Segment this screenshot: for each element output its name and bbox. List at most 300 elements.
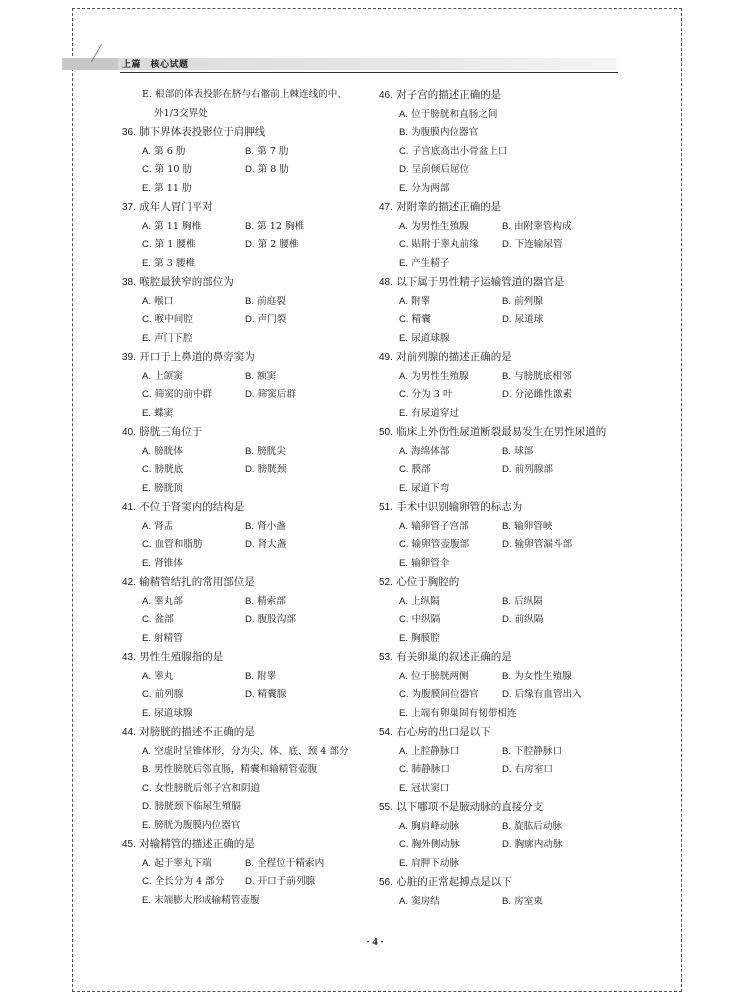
answer-option <box>399 180 622 199</box>
answer-option <box>502 236 622 255</box>
option-letter: B. <box>245 370 255 382</box>
option-list <box>122 668 370 724</box>
question-stem <box>122 198 370 218</box>
question <box>379 798 627 873</box>
option-text: 精囊腺 <box>257 689 287 700</box>
question-stem <box>379 273 627 293</box>
option-letter: E. <box>399 407 409 419</box>
answer-option <box>142 873 245 892</box>
option-letter: B. <box>245 670 255 682</box>
question <box>122 198 370 273</box>
option-text: 肩胛下动脉 <box>411 857 460 869</box>
option-letter: C. <box>399 764 409 775</box>
question <box>379 423 627 498</box>
option-list <box>379 893 627 912</box>
answer-option <box>399 668 502 687</box>
question <box>379 348 627 423</box>
answer-option <box>142 293 245 312</box>
answer-option <box>142 386 245 405</box>
option-letter: A. <box>399 745 409 757</box>
answer-option <box>502 218 622 237</box>
answer-option <box>245 386 365 405</box>
option-list <box>379 218 627 274</box>
answer-option <box>502 743 622 762</box>
option-list <box>122 855 370 911</box>
option-text: 分泌雌性激素 <box>514 389 573 400</box>
answer-option <box>399 818 502 837</box>
option-letter: E. <box>142 407 152 419</box>
question-number: 44. <box>122 727 136 738</box>
question-stem <box>122 423 370 443</box>
option-text: 后纵隔 <box>514 595 543 607</box>
option-text: 第 11 胸椎 <box>154 220 202 232</box>
option-letter: E. <box>142 632 152 644</box>
answer-option <box>502 686 622 705</box>
option-text: 第 12 胸椎 <box>257 220 305 232</box>
option-text: 肺静脉口 <box>411 764 450 775</box>
option-letter: A. <box>142 857 152 869</box>
question <box>122 835 370 910</box>
option-letter: C. <box>399 314 409 325</box>
option-text: 分为两部 <box>411 182 450 194</box>
answer-option <box>399 855 502 874</box>
option-letter: B. <box>502 745 512 757</box>
option-text: 起于睾丸下端 <box>154 857 212 869</box>
option-text: 膀胱底 <box>154 464 184 475</box>
option-letter: B. <box>502 895 512 907</box>
option-list <box>379 518 627 574</box>
option-list <box>122 518 370 574</box>
question-text: 以下属于男性精子运输管道的器官是 <box>396 276 565 288</box>
option-letter: B. <box>502 520 512 532</box>
question-number: 41. <box>122 502 136 513</box>
option-letter: E. <box>399 857 409 869</box>
option-text: 输卵管伞 <box>411 557 450 569</box>
question-number: 52. <box>379 577 393 588</box>
answer-option <box>142 180 245 199</box>
option-text: 与膀胱底相邻 <box>514 370 572 382</box>
answer-option <box>399 893 502 912</box>
option-letter: C. <box>142 389 152 400</box>
answer-option <box>502 668 622 687</box>
question-stem <box>379 86 627 106</box>
option-letter: A. <box>142 520 152 532</box>
answer-option <box>245 518 365 537</box>
option-text: 第 6 肋 <box>154 145 186 157</box>
answer-option <box>399 461 502 480</box>
option-text: 输卵管壶腹部 <box>411 539 470 550</box>
answer-option <box>142 668 245 687</box>
answer-option <box>245 368 365 387</box>
answer-option <box>502 518 622 537</box>
answer-option <box>142 443 245 462</box>
option-list <box>379 818 627 874</box>
option-text: 蝶窦 <box>154 407 174 419</box>
question-text: 右心房的出口是以下 <box>396 726 491 738</box>
option-text: 女性膀胱后邻子宫和阴道 <box>154 782 261 794</box>
question-stem <box>379 648 627 668</box>
question-number: 49. <box>379 352 393 363</box>
question <box>379 273 627 348</box>
question-text: 有关卵巢的叙述正确的是 <box>396 651 512 663</box>
question-stem <box>379 498 627 518</box>
option-letter: A. <box>399 595 409 607</box>
answer-option <box>245 668 365 687</box>
question-stem <box>379 723 627 743</box>
question <box>122 348 370 423</box>
answer-option <box>142 630 245 649</box>
option-text: 房室束 <box>514 895 543 907</box>
continued-text-line-2: 外1/3交界处 <box>154 107 208 119</box>
option-letter: A. <box>399 370 409 382</box>
answer-option <box>245 536 365 555</box>
answer-option <box>142 593 245 612</box>
answer-option <box>399 743 502 762</box>
question-text: 男性生殖腺指的是 <box>139 651 224 663</box>
option-text: 输卵管峡 <box>514 520 553 532</box>
answer-option <box>142 817 365 836</box>
question-text: 开口于上鼻道的鼻旁窦为 <box>139 351 255 363</box>
answer-option <box>399 686 502 705</box>
option-list <box>122 593 370 649</box>
option-text: 第 10 肋 <box>154 164 193 175</box>
answer-option <box>142 480 245 499</box>
option-text: 尿道下弯 <box>411 482 450 494</box>
option-letter: D. <box>502 764 512 775</box>
answer-option <box>142 686 245 705</box>
option-text: 末端膨大形成输精管壶腹 <box>154 894 260 906</box>
option-letter: B. <box>502 595 512 607</box>
question-text: 心脏的正常起搏点是以下 <box>396 876 512 888</box>
question-stem <box>122 273 370 293</box>
question <box>379 873 627 911</box>
question <box>379 86 627 198</box>
option-letter: E. <box>142 257 152 269</box>
option-text: 精索部 <box>257 595 286 607</box>
question-number: 54. <box>379 727 393 738</box>
option-text: 筛窦的前中群 <box>154 389 213 400</box>
header-rule <box>120 72 618 73</box>
option-text: 子宫底高出小骨盆上口 <box>411 145 508 157</box>
option-text: 上纵隔 <box>411 595 440 607</box>
answer-option <box>142 855 245 874</box>
option-letter: B. <box>245 220 255 232</box>
option-text: 膀胱体 <box>154 445 183 457</box>
continued-text-line-1: E. 根部的体表投影在脐与右髂前上棘连线的中、 <box>142 89 347 100</box>
answer-option <box>142 461 245 480</box>
question <box>379 723 627 798</box>
option-text: 胸肩峰动脉 <box>411 820 460 832</box>
option-text: 呈前倾后屈位 <box>411 164 470 175</box>
option-text: 肾盂 <box>154 520 174 532</box>
option-letter: D. <box>245 539 255 550</box>
option-letter: A. <box>399 220 409 232</box>
left-column <box>122 86 370 910</box>
option-letter: E. <box>399 557 409 569</box>
option-text: 肾锥体 <box>154 557 183 569</box>
option-letter: D. <box>245 464 255 475</box>
option-text: 前列腺部 <box>514 464 553 475</box>
option-letter: E. <box>399 182 409 194</box>
option-text: 男性膀胱后邻直肠，精囊和输精管壶腹 <box>154 764 318 775</box>
answer-option <box>245 143 365 162</box>
answer-option <box>245 161 365 180</box>
answer-option <box>502 536 622 555</box>
answer-option <box>399 443 502 462</box>
option-letter: D. <box>502 614 512 625</box>
option-letter: A. <box>142 670 152 682</box>
question-number: 37. <box>122 202 136 213</box>
option-text: 第 11 肋 <box>154 182 192 194</box>
answer-option <box>399 761 502 780</box>
answer-option <box>245 873 365 892</box>
option-text: 射精管 <box>154 632 183 644</box>
option-text: 开口于前列腺 <box>257 876 316 887</box>
question-stem <box>379 573 627 593</box>
answer-option <box>502 386 622 405</box>
question-number: 51. <box>379 502 393 513</box>
question <box>122 498 370 573</box>
answer-option <box>399 555 502 574</box>
option-letter: C. <box>142 539 152 550</box>
answer-option <box>399 236 502 255</box>
answer-option <box>399 143 622 162</box>
option-text: 膀胱颈下临尿生殖膈 <box>154 801 241 812</box>
answer-option <box>399 330 502 349</box>
option-text: 膀胱顶 <box>154 482 183 494</box>
option-letter: B. <box>399 127 409 138</box>
option-text: 为腹膜内位器官 <box>411 127 479 138</box>
question-stem <box>379 348 627 368</box>
question-number: 40. <box>122 427 136 438</box>
option-text: 胸廓内动脉 <box>514 839 563 850</box>
option-letter: C. <box>399 614 409 625</box>
option-letter: D. <box>502 389 512 400</box>
question-text: 手术中识别输卵管的标志为 <box>396 501 523 513</box>
option-letter: C. <box>399 689 409 700</box>
question-text: 对附睾的描述正确的是 <box>396 201 502 213</box>
question-number: 39. <box>122 352 136 363</box>
option-list <box>122 743 370 836</box>
question <box>122 273 370 348</box>
option-text: 全长分为 4 部分 <box>154 876 225 887</box>
option-text: 胸外侧动脉 <box>411 839 460 850</box>
option-text: 上颌窦 <box>154 370 183 382</box>
answer-option <box>245 311 365 330</box>
option-text: 后缘有血管出入 <box>514 689 582 700</box>
answer-option <box>399 255 502 274</box>
option-letter: D. <box>502 839 512 850</box>
option-letter: E. <box>142 557 152 569</box>
option-text: 全程位于精索内 <box>257 857 325 869</box>
question-text: 喉腔最狭窄的部位为 <box>139 276 234 288</box>
question-number: 46. <box>379 90 393 101</box>
answer-option <box>142 311 245 330</box>
question-stem <box>122 648 370 668</box>
option-letter: C. <box>142 614 152 625</box>
answer-option <box>399 293 502 312</box>
answer-option <box>245 236 365 255</box>
option-letter: D. <box>245 239 255 250</box>
option-letter: C. <box>142 464 152 475</box>
right-column <box>379 86 627 911</box>
option-letter: A. <box>399 108 409 120</box>
option-text: 喉口 <box>154 295 174 307</box>
option-text: 下连输尿管 <box>514 239 563 250</box>
option-letter: A. <box>399 895 409 907</box>
option-letter: A. <box>142 370 152 382</box>
answer-option <box>502 761 622 780</box>
answer-option <box>245 855 365 874</box>
answer-option <box>142 555 245 574</box>
option-text: 窦房结 <box>411 895 440 907</box>
option-letter: E. <box>142 707 152 719</box>
option-text: 附睾 <box>411 295 431 307</box>
option-text: 旋肱后动脉 <box>514 820 563 832</box>
option-letter: D. <box>245 314 255 325</box>
option-text: 贴附于睾丸前缘 <box>411 239 479 250</box>
option-text: 尿道球腺 <box>411 332 450 344</box>
option-list <box>379 106 627 199</box>
option-letter: B. <box>502 370 512 382</box>
option-letter: E. <box>399 482 409 494</box>
option-list <box>379 668 627 724</box>
answer-option <box>245 293 365 312</box>
option-text: 膀胱颈 <box>257 464 287 475</box>
option-letter: A. <box>142 745 152 757</box>
option-text: 声门裂 <box>257 314 287 325</box>
question-text: 成年人胃门平对 <box>139 201 213 213</box>
option-letter: A. <box>142 595 152 607</box>
question-text: 肺下界体表投影位于肩胛线 <box>139 126 266 138</box>
option-text: 膀胱为腹膜内位器官 <box>154 819 241 831</box>
option-text: 下腔静脉口 <box>514 745 563 757</box>
answer-option <box>399 780 502 799</box>
answer-option <box>245 611 365 630</box>
option-text: 附睾 <box>257 670 277 682</box>
question-text: 不位于肾窦内的结构是 <box>139 501 245 513</box>
option-letter: B. <box>245 445 255 457</box>
answer-option <box>142 798 365 817</box>
question-number: 48. <box>379 277 393 288</box>
question-stem <box>122 498 370 518</box>
question-number: 47. <box>379 202 393 213</box>
answer-option <box>399 480 502 499</box>
answer-option <box>142 892 365 911</box>
answer-option <box>245 461 365 480</box>
answer-option <box>142 218 245 237</box>
question <box>122 573 370 648</box>
question-text: 对前列腺的描述正确的是 <box>396 351 512 363</box>
answer-option <box>142 743 365 762</box>
answer-option <box>142 161 245 180</box>
option-text: 前纵隔 <box>514 614 544 625</box>
option-text: 精囊 <box>411 314 431 325</box>
option-letter: D. <box>502 689 512 700</box>
option-text: 尿道球腺 <box>154 707 193 719</box>
question-text: 输精管结扎的常用部位是 <box>139 576 255 588</box>
option-letter: B. <box>142 764 152 775</box>
question <box>379 498 627 573</box>
option-text: 筛窦后群 <box>257 389 296 400</box>
option-text: 第 1 腰椎 <box>154 239 196 250</box>
option-letter: E. <box>142 894 152 906</box>
option-text: 由附睾管构成 <box>514 220 572 232</box>
question-stem <box>379 873 627 893</box>
option-letter: D. <box>502 464 512 475</box>
question-text: 对膀胱的描述不正确的是 <box>139 726 255 738</box>
option-text: 第 2 腰椎 <box>257 239 299 250</box>
option-letter: A. <box>399 295 409 307</box>
option-text: 有尿道穿过 <box>411 407 460 419</box>
option-letter: E. <box>399 707 409 719</box>
question-text: 对子宫的描述正确的是 <box>396 89 502 101</box>
answer-option <box>399 386 502 405</box>
question-stem <box>122 723 370 743</box>
option-text: 睾丸部 <box>154 595 183 607</box>
option-letter: B. <box>502 220 512 232</box>
question-stem <box>122 123 370 143</box>
option-list <box>122 218 370 274</box>
question-number: 43. <box>122 652 136 663</box>
option-letter: C. <box>399 464 409 475</box>
option-letter: E. <box>142 332 152 344</box>
question-stem <box>379 423 627 443</box>
question-stem <box>379 798 627 818</box>
answer-option <box>142 143 245 162</box>
answer-option <box>399 106 622 125</box>
option-letter: C. <box>142 876 152 887</box>
question-stem <box>122 835 370 855</box>
option-letter: C. <box>142 164 152 175</box>
answer-option <box>399 536 502 555</box>
answer-option <box>245 443 365 462</box>
answer-option <box>502 461 622 480</box>
question <box>122 423 370 498</box>
option-letter: C. <box>399 145 409 157</box>
option-letter: C. <box>399 239 409 250</box>
answer-option <box>142 368 245 387</box>
option-text: 位于膀胱和直肠之间 <box>411 108 498 120</box>
option-text: 上腔静脉口 <box>411 745 460 757</box>
answer-option <box>399 124 622 143</box>
continued-option <box>122 86 370 123</box>
option-text: 输卵管漏斗部 <box>514 539 573 550</box>
question-number: 53. <box>379 652 393 663</box>
answer-option <box>502 593 622 612</box>
answer-option <box>399 705 622 724</box>
answer-option <box>502 293 622 312</box>
option-letter: B. <box>502 820 512 832</box>
option-letter: C. <box>142 239 152 250</box>
option-text: 为女性生殖腺 <box>514 670 572 682</box>
option-text: 胸膜腔 <box>411 632 440 644</box>
option-text: 膀胱尖 <box>257 445 286 457</box>
option-letter: B. <box>245 145 255 157</box>
option-letter: B. <box>245 295 255 307</box>
section-title: 上篇 核心试题 <box>122 60 189 70</box>
option-letter: A. <box>142 220 152 232</box>
answer-option <box>502 443 622 462</box>
question <box>379 648 627 723</box>
left-question-list <box>122 123 370 910</box>
option-letter: E. <box>142 182 152 194</box>
question-text: 以下哪项不是腋动脉的直接分支 <box>396 801 544 813</box>
option-letter: E. <box>399 782 409 794</box>
answer-option <box>502 893 622 912</box>
answer-option <box>142 330 245 349</box>
option-text: 为腹膜间位器官 <box>411 689 479 700</box>
